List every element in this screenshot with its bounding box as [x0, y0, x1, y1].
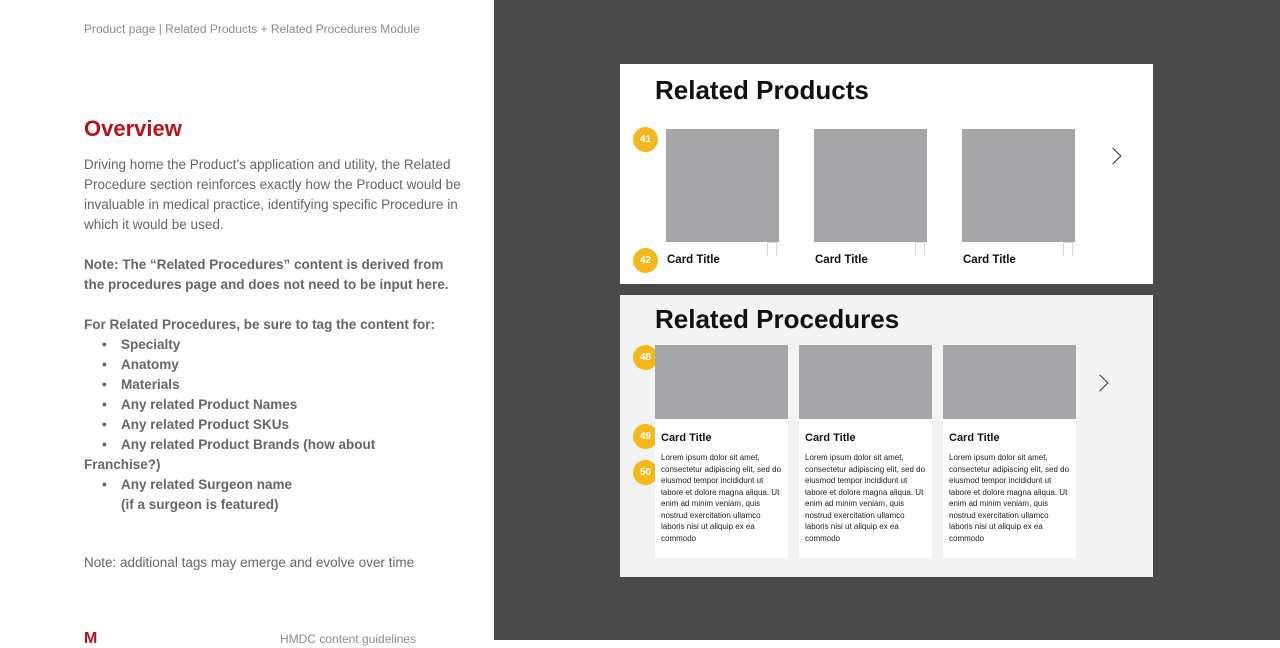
overview-title: Overview [84, 116, 182, 141]
procedure-card-text: Lorem ipsum dolor sit amet, consectetur adipiscing elit, sed do eiusmod tempor incididunt ut labore et dolore magna aliqua. Ut enim ad minim veniam, quis nostrud exercitation ullamco laboris nisi ut aliquip ex ea commodo [805, 453, 926, 543]
procedure-card[interactable] [799, 345, 932, 558]
tag-item: • Any related Product Names [84, 395, 464, 415]
procedure-card-text: Lorem ipsum dolor sit amet, consectetur adipiscing elit, sed do eiusmod tempor incididunt ut labore et dolore magna aliqua. Ut enim ad minim veniam, quis nostrud exercitation ullamco laboris nisi ut aliquip ex ea commodo [949, 453, 1070, 543]
procedure-card[interactable] [943, 345, 1076, 558]
tag-surgeon-line1: Any related Surgeon name [121, 477, 293, 492]
footer-logo: M [84, 630, 98, 647]
derived-content-note: Note: The “Related Procedures” content is derived from the procedures page and does not need to be input here. [84, 257, 449, 292]
procedure-card-image [655, 345, 788, 419]
tag-item-surgeon [84, 475, 464, 515]
tag-item: • Any related Product SKUs [84, 415, 464, 435]
overview-paragraph: Driving home the Product’s application and utility, the Related Procedure section reinforces exactly how the Product would be invaluable in medical practice, identifying specific Procedure in which it would be used. [84, 157, 461, 232]
product-card-title[interactable]: Card Title [815, 254, 868, 266]
procedure-card-title: Card Title [661, 432, 712, 444]
tag-surgeon-line2: (if a surgeon is featured) [121, 497, 279, 512]
product-card-image[interactable] [666, 129, 779, 242]
annotation-badge: 50 [633, 460, 658, 485]
procedure-card-image [799, 345, 932, 419]
related-procedures-title: Related Procedures [655, 304, 900, 334]
chevron-right-icon[interactable] [1105, 148, 1122, 165]
tag-item: • Anatomy [84, 355, 464, 375]
doc-panel [0, 0, 494, 647]
chevron-right-icon[interactable] [1092, 375, 1109, 392]
tag-brands-line2: Franchise?) [84, 457, 161, 472]
product-card-title[interactable]: Card Title [963, 254, 1016, 266]
tag-item: • Materials [84, 375, 464, 395]
product-card-image[interactable] [962, 129, 1075, 242]
procedure-card[interactable] [655, 345, 788, 558]
footer-text: HMDC content guidelines [280, 632, 417, 646]
product-card-image[interactable] [814, 129, 927, 242]
annotation-badge: 42 [633, 248, 658, 273]
tag-item-brands [84, 435, 464, 475]
tag-intro: For Related Procedures, be sure to tag the content for: [84, 317, 436, 332]
procedure-card-title: Card Title [805, 432, 856, 444]
annotation-badge: 48 [633, 345, 658, 370]
procedure-card-title: Card Title [949, 432, 1000, 444]
related-products-title: Related Products [655, 75, 869, 105]
tag-item: • Specialty [84, 335, 464, 355]
procedure-card-image [943, 345, 1076, 419]
bookmark-icon[interactable] [915, 242, 925, 256]
final-note: Note: additional tags may emerge and evolve over time [84, 555, 415, 570]
annotation-badge: 41 [633, 127, 658, 152]
bookmark-icon[interactable] [1063, 242, 1073, 256]
overview-body [84, 155, 464, 515]
tag-brands-line1: Any related Product Brands (how about [121, 437, 376, 452]
related-products-module [620, 64, 1153, 284]
breadcrumb: Product page | Related Products + Related Procedures Module [84, 22, 420, 36]
product-card-title[interactable]: Card Title [667, 254, 720, 266]
procedure-card-text: Lorem ipsum dolor sit amet, consectetur adipiscing elit, sed do eiusmod tempor incididunt ut labore et dolore magna aliqua. Ut enim ad minim veniam, quis nostrud exercitation ullamco laboris nisi ut aliquip ex ea commodo [661, 453, 782, 543]
bookmark-icon[interactable] [767, 242, 777, 256]
related-procedures-module [620, 295, 1153, 577]
tag-list [84, 335, 464, 515]
annotation-badge: 49 [633, 424, 658, 449]
